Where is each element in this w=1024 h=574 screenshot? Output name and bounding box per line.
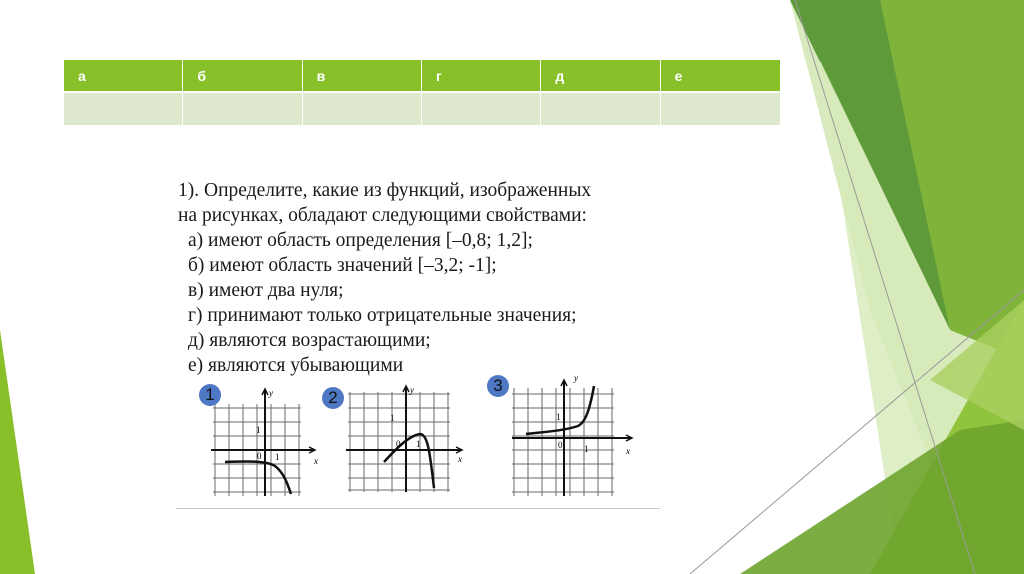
y-unit-label: 1 (390, 413, 395, 423)
function-graph-1 (205, 384, 325, 499)
answer-cell-b[interactable] (183, 93, 302, 125)
task-line: е) являются убывающими (188, 355, 404, 376)
task-line: г) принимают только отрицательные значения; (188, 305, 577, 326)
function-graph-2 (340, 384, 470, 499)
x-axis-label: x (314, 456, 318, 466)
x-axis-label: x (458, 454, 462, 464)
task-line: в) имеют два нуля; (188, 280, 344, 301)
answer-cell-v[interactable] (303, 93, 422, 125)
task-text (178, 178, 678, 378)
x-axis-label: x (626, 446, 630, 456)
col-header-v: в (303, 60, 422, 93)
answer-table (64, 60, 780, 125)
col-header-a: а (64, 60, 183, 93)
graph-number-badge: 2 (322, 387, 344, 409)
col-header-b: б (183, 60, 302, 93)
col-header-g: г (422, 60, 541, 93)
graph-number-badge: 3 (487, 375, 509, 397)
divider (176, 508, 660, 509)
x-unit-label: 1 (275, 452, 280, 462)
x-unit-label: 1 (416, 439, 421, 449)
y-axis-label: y (269, 388, 273, 398)
y-unit-label: 1 (256, 425, 261, 435)
y-unit-label: 1 (556, 412, 561, 422)
x-unit-label: 1 (584, 444, 589, 454)
task-line: 1). Определите, какие из функций, изображенных (178, 180, 592, 201)
answer-cell-g[interactable] (422, 93, 541, 125)
y-axis-label: y (410, 385, 414, 395)
col-header-e: е (661, 60, 780, 93)
answer-cell-e[interactable] (661, 93, 780, 125)
origin-label: 0 (558, 440, 563, 450)
task-line: на рисунках, обладают следующими свойствами: (178, 205, 587, 226)
answer-cell-d[interactable] (541, 93, 660, 125)
origin-label: 0 (257, 451, 262, 461)
answer-cell-a[interactable] (64, 93, 183, 125)
col-header-d: д (541, 60, 660, 93)
answer-table-row (64, 93, 780, 125)
y-axis-label: y (574, 373, 578, 383)
task-line: б) имеют область значений [–3,2; -1]; (188, 255, 497, 276)
origin-label: 0 (396, 439, 401, 449)
task-line: д) являются возрастающими; (188, 330, 431, 351)
graph-number-badge: 1 (199, 384, 221, 406)
function-graph-3 (508, 372, 638, 502)
answer-table-header-row (64, 60, 780, 93)
task-line: а) имеют область определения [–0,8; 1,2]; (188, 230, 533, 251)
